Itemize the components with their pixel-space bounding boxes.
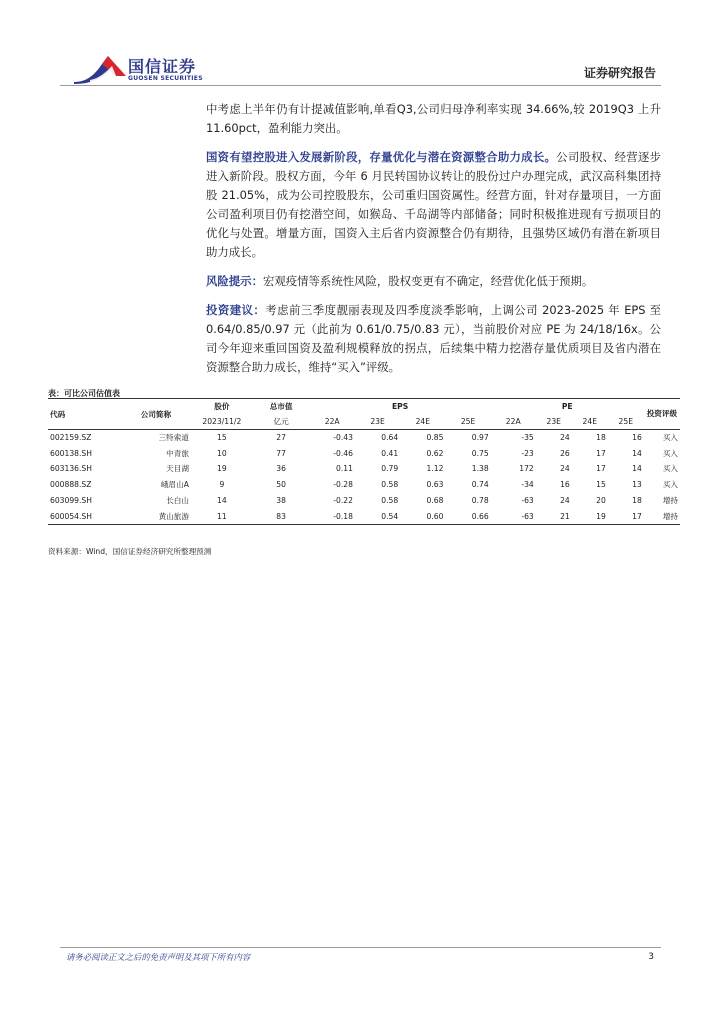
cell-name: 三特索道 <box>158 433 189 443</box>
cell-pe: 26 <box>560 448 570 458</box>
paragraph-lead: 国资有望控股进入发展新阶段，存量优化与潜在资源整合助力成长。 <box>206 150 557 164</box>
cell-eps: -0.46 <box>333 448 353 458</box>
cell-eps: -0.22 <box>333 496 353 506</box>
cell-mcap: 83 <box>276 511 286 521</box>
cell-pe: 21 <box>560 511 570 521</box>
cell-eps: 0.64 <box>381 433 399 443</box>
cell-rating: 买入 <box>662 433 678 443</box>
table-row <box>48 493 680 509</box>
header-year: 23E <box>370 417 385 426</box>
paragraph-lead: 投资建议： <box>206 303 266 317</box>
cell-eps: 0.62 <box>426 448 444 458</box>
header-year: 22A <box>324 417 340 426</box>
page-header <box>62 48 660 88</box>
cell-pe: 16 <box>560 480 570 490</box>
cell-pe: 18 <box>596 433 606 443</box>
cell-eps: 0.66 <box>471 511 489 521</box>
cell-eps: 1.38 <box>471 464 489 474</box>
header-mcap: 总市值 <box>269 402 293 411</box>
cell-rating: 买入 <box>662 464 678 474</box>
cell-eps: 0.60 <box>426 511 444 521</box>
cell-eps: 0.97 <box>471 433 489 443</box>
header-code: 代码 <box>50 409 66 419</box>
cell-eps: 0.11 <box>336 464 353 474</box>
cell-eps: 0.75 <box>471 448 489 458</box>
header-mcap-unit: 亿元 <box>273 417 289 426</box>
cell-pe: -63 <box>521 496 534 506</box>
cell-name: 黄山旅游 <box>158 511 189 521</box>
cell-eps: 0.41 <box>381 448 399 458</box>
cell-pe: 17 <box>632 511 642 521</box>
cell-pe: 14 <box>632 448 642 458</box>
cell-code: 000888.SZ <box>50 480 92 490</box>
paragraph-risk: 风险提示：宏观疫情等系统性风险，股权变更有不确定，经营优化低于预期。 <box>206 274 594 288</box>
cell-name: 中青旅 <box>166 448 189 458</box>
cell-price: 11 <box>217 511 227 521</box>
header-year: 24E <box>415 417 431 426</box>
cell-pe: 19 <box>596 511 606 521</box>
cell-pe: 13 <box>632 480 642 490</box>
cell-pe: 14 <box>632 464 642 474</box>
footer-divider <box>60 947 661 948</box>
paragraph-investment-advice: 投资建议：考虑前三季度靓丽表现及四季度淡季影响，上调公司 2023-2025 年 EPS 至 0.64/0.85/0.97 元（此前为 0.61/0.75/0.83 元），当前股价对应 PE 为 24/18/16x。公司今年迎来重回国资及盈利规模释放的拐点，后续集中精力挖潜存量优质项目及省内潜在资源整合助力成长，维持“买入”评级。 <box>206 303 661 374</box>
paragraph-lead: 风险提示： <box>206 274 263 288</box>
table-title: 表：可比公司估值表 <box>48 389 120 398</box>
header-rating: 投资评级 <box>646 409 678 418</box>
page-number: 3 <box>648 952 654 962</box>
cell-eps: 0.79 <box>381 464 399 474</box>
cell-pe: 172 <box>519 464 534 474</box>
cell-rating: 增持 <box>662 496 678 506</box>
header-year: 25E <box>460 417 476 426</box>
report-body <box>206 100 661 387</box>
cell-eps: 0.85 <box>426 433 444 443</box>
table-row <box>48 430 680 446</box>
cell-pe: 15 <box>596 480 606 490</box>
brand-name-en: GUOSEN SECURITIES <box>128 75 203 82</box>
cell-eps: -0.18 <box>333 511 353 521</box>
cell-pe: -63 <box>521 511 534 521</box>
cell-price: 15 <box>217 433 227 443</box>
cell-name: 天目湖 <box>166 464 189 474</box>
valuation-table <box>48 398 680 525</box>
header-eps: EPS <box>391 402 409 411</box>
cell-pe: 18 <box>632 496 642 506</box>
cell-eps: 0.68 <box>426 496 444 506</box>
header-price-date: 2023/11/2 <box>202 417 242 426</box>
cell-pe: -35 <box>521 433 534 443</box>
cell-pe: 17 <box>596 448 606 458</box>
cell-code: 002159.SZ <box>50 433 92 443</box>
cell-pe: 24 <box>560 464 570 474</box>
header-name: 公司简称 <box>140 409 172 419</box>
cell-price: 9 <box>219 480 225 490</box>
disclaimer-link[interactable]: 请务必阅读正文之后的免责声明及其项下所有内容 <box>66 952 251 962</box>
cell-rating: 买入 <box>662 480 678 490</box>
header-year: 24E <box>582 417 597 426</box>
cell-price: 19 <box>217 464 227 474</box>
cell-eps: 0.54 <box>381 511 399 521</box>
cell-price: 10 <box>217 448 227 458</box>
cell-name: 峨眉山A <box>160 480 189 490</box>
cell-code: 603099.SH <box>50 496 92 506</box>
cell-pe: 20 <box>596 496 606 506</box>
cell-eps: 0.78 <box>471 496 489 506</box>
cell-code: 600138.SH <box>50 448 92 458</box>
header-year: 22A <box>505 417 521 426</box>
brand-name-cn: 国信证券 <box>128 57 197 76</box>
cell-mcap: 36 <box>276 464 286 474</box>
table-row <box>48 508 680 524</box>
cell-rating: 增持 <box>662 511 678 521</box>
cell-price: 14 <box>217 496 227 506</box>
table-source-note: 资料来源：Wind，国信证券经济研究所整理预测 <box>48 547 212 556</box>
cell-mcap: 50 <box>276 480 286 490</box>
header-year: 25E <box>618 417 634 426</box>
cell-pe: 17 <box>596 464 606 474</box>
cell-eps: 1.12 <box>426 464 444 474</box>
cell-eps: 0.58 <box>381 480 399 490</box>
table-row <box>48 461 680 477</box>
cell-code: 600054.SH <box>50 511 92 521</box>
paragraph-state-ownership: 国资有望控股进入发展新阶段，存量优化与潜在资源整合助力成长。公司股权、经营逐步进入新阶段。股权方面，今年 6 月民转国协议转让的股份过户办理完成，武汉高科集团持股 21.05%，成为公司控股股东，公司重归国资属性。经营方面，针对存量项目，一方面公司盈利项目仍有挖潜空间，如猴岛、千岛湖等内部储备；同时积极推进现有亏损项目的优化与处置。增量方面，国资入主后省内资源整合仍有期待，且强势区域仍有潜在新项目助力成长。 <box>206 150 661 259</box>
cell-pe: 24 <box>560 496 570 506</box>
report-type-label: 证券研究报告 <box>583 66 656 80</box>
guosen-logo-icon <box>72 54 128 86</box>
cell-name: 长白山 <box>166 496 189 506</box>
cell-pe: -23 <box>521 448 534 458</box>
cell-mcap: 77 <box>276 448 286 458</box>
table-row <box>48 477 680 493</box>
cell-eps: -0.28 <box>333 480 353 490</box>
header-pe: PE <box>561 402 573 411</box>
cell-eps: 0.58 <box>381 496 399 506</box>
cell-pe: -34 <box>521 480 534 490</box>
cell-pe: 16 <box>632 433 642 443</box>
cell-rating: 买入 <box>662 448 678 458</box>
cell-mcap: 27 <box>276 433 286 443</box>
header-price: 股价 <box>214 402 230 411</box>
cell-eps: 0.74 <box>471 480 489 490</box>
cell-mcap: 38 <box>276 496 286 506</box>
table-row <box>48 445 680 461</box>
header-divider <box>60 85 661 86</box>
cell-eps: -0.43 <box>333 433 353 443</box>
paragraph-q3-margin: 中考虑上半年仍有计提减值影响,单看Q3,公司归母净利率实现 34.66%,较 2019Q3 上升 11.60pct，盈利能力突出。 <box>206 102 661 135</box>
header-year: 23E <box>546 417 561 426</box>
cell-pe: 24 <box>560 433 570 443</box>
cell-code: 603136.SH <box>50 464 92 474</box>
cell-eps: 0.63 <box>426 480 444 490</box>
